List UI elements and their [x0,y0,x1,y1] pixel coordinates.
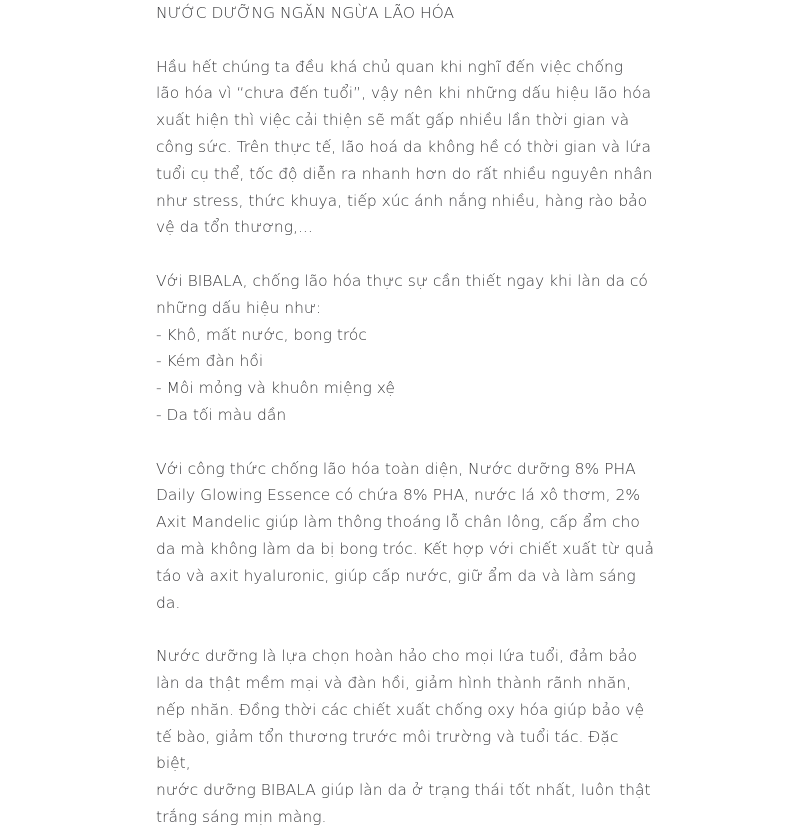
list-item: - Kém đàn hồi [156,352,264,371]
paragraph-formula: Với công thức chống lão hóa toàn diện, Nước dưỡng 8% PHA Daily Glowing Essence có chứa 8% PHA, nước lá xô thơm, 2% Axit Mandelic giúp làm thông thoáng lỗ chân lông, cấp ẩm cho da mà không làm da bị bong tróc. Kết hợp với chiết xuất từ quả táo và axit hyaluronic, giúp cấp nước, giữ ẩm da và làm sáng da. [156,459,654,612]
paragraph-intro: Hầu hết chúng ta đều khá chủ quan khi nghĩ đến việc chống lão hóa vì “chưa đến tuổi”, vậy nên khi những dấu hiệu lão hóa xuất hiện thì việc cải thiện sẽ mất gấp nhiều lần thời gian và công sức. Trên thực tế, lão hoá da không hề có thời gian và lứa tuổi cụ thể, tốc độ diễn ra nhanh hơn do rất nhiều nguyên nhân như stress, thức khuya, tiếp xúc ánh nắng nhiều, hàng rào bảo vệ da tổn thương,... [156,57,653,237]
spacer [156,429,656,456]
spacer [156,27,656,54]
list-item: - Da tối màu dần [156,405,287,424]
list-item: - Môi mỏng và khuôn miệng xệ [156,379,395,398]
paragraph-bibala-signs-intro: Với BIBALA, chống lão hóa thực sự cần thiết ngay khi làn da có những dấu hiệu như: [156,271,648,317]
spacer [156,241,656,268]
document-title: NƯỚC DƯỠNG NGĂN NGỪA LÃO HÓA [156,4,455,22]
list-item: - Khô, mất nước, bong tróc [156,325,367,344]
signs-list [156,322,656,429]
document-body [156,0,656,831]
paragraph-benefits: Nước dưỡng là lựa chọn hoàn hảo cho mọi lứa tuổi, đảm bảo làn da thật mềm mại và đàn hồi, giảm hình thành rãnh nhăn, nếp nhăn. Đồng thời các chiết xuất chống oxy hóa giúp bảo vệ tế bào, giảm tổn thương trước môi trường và tuổi tác. Đặc biệt, nước dưỡng BIBALA giúp làn da ở trạng thái tốt nhất, luôn thật trắng sáng mịn màng. [156,647,651,826]
spacer [156,616,656,643]
